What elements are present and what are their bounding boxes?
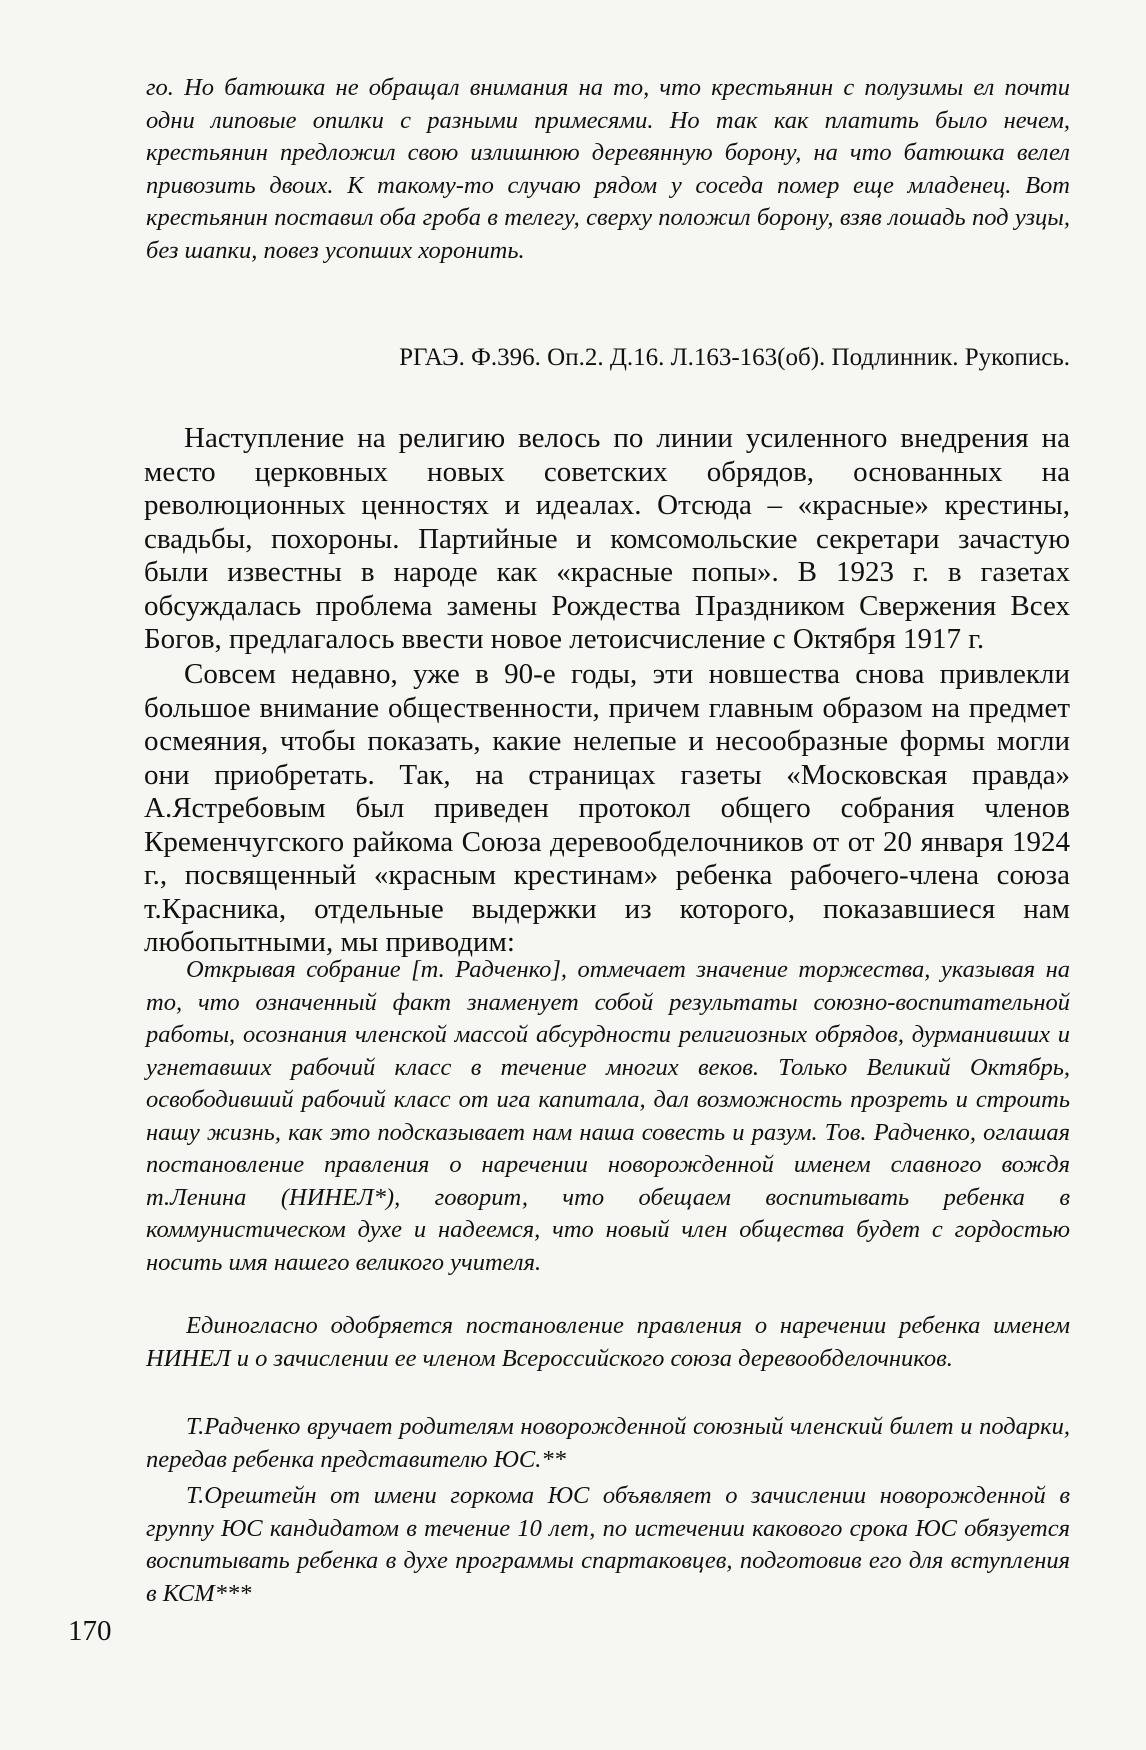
archive-reference: РГАЭ. Ф.396. Оп.2. Д.16. Л.163-163(об). Подлинник. Рукопись. <box>399 344 1070 371</box>
protocol-excerpt-4: Т.Орештейн от имени горкома ЮС объявляет о зачислении новорожденной в группу ЮС кандидатом в течение 10 лет, по истечении какового срока ЮС обязуется воспитывать ребенка в духе программы спартаковцев, подготовив его для вступления в КСМ*** <box>146 1482 1070 1607</box>
protocol-excerpt-3: Т.Радченко вручает родителям новорожденной союзный членский билет и подарки, передав ребенка представителю ЮС.** <box>146 1413 1070 1473</box>
page-number: 170 <box>68 1615 112 1647</box>
protocol-excerpt-1: Открывая собрание [т. Радченко], отмечает значение торжества, указывая на то, что означенный факт знаменует собой результаты союзно-воспитательной работы, осознания членской массой абсурдности религиозных обрядов, дурманивших и угнетавших рабочий класс в течение многих веков. Только Великий Октябрь, освободивший рабочий класс от ига капитала, дал возможность прозреть и строить нашу жизнь, как это подсказывает нам наша совесть и разум. Тов. Радченко, оглашая постановление правления о наречении новорожденной именем славного вождя т.Ленина (НИНЕЛ*), говорит, что обещаем воспитывать ребенка в коммунистическом духе и надеемся, что новый член общества будет с гордостью носить имя нашего великого учителя. <box>146 956 1070 1276</box>
protocol-excerpt-2: Единогласно одобряется постановление правления о наречении ребенка именем НИНЕЛ и о зачислении ее членом Всероссийского союза деревообделочников. <box>146 1312 1070 1372</box>
archival-quote-block <box>146 72 1070 267</box>
body-paragraph-1: Наступление на религию велось по линии усиленного внедрения на место церковных новых советских обрядов, основанных на революционных ценностях и идеалах. Отсюда – «красные» крестины, свадьбы, похороны. Партийные и комсомольские секретари зачастую были известны в народе как «красные попы». В 1923 г. в газетах обсуждалась проблема замены Рождества Праздником Свержения Всех Богов, предлагалось ввести новое летоисчисление с Октября 1917 г. <box>144 422 1070 655</box>
body-paragraph-2: Совсем недавно, уже в 90-е годы, эти новшества снова привлекли большое внимание общественности, причем главным образом на предмет осмеяния, чтобы показать, какие нелепые и несообразные формы могли они приобретать. Так, на страницах газеты «Московская правда» А.Ястребовым был приведен протокол общего собрания членов Кременчугского райкома Союза деревообделочников от от 20 января 1924 г., посвященный «красным крестинам» ребенка рабочего-члена союза т.Красника, отдельные выдержки из которого, показавшиеся нам любопытными, мы приводим: <box>144 658 1070 958</box>
archival-quote-text: го. Но батюшка не обращал внимания на то, что крестьянин с полузимы ел почти одни липовые опилки с разными примесями. Но так как платить было нечем, крестьянин предложил свою излишнюю деревянную борону, на что батюшка велел привозить двоих. К такому-то случаю рядом у соседа помер еще младенец. Вот крестьянин поставил оба гроба в телегу, сверху положил борону, взяв лошадь под узцы, без шапки, повез усопших хоронить. <box>146 74 1070 264</box>
